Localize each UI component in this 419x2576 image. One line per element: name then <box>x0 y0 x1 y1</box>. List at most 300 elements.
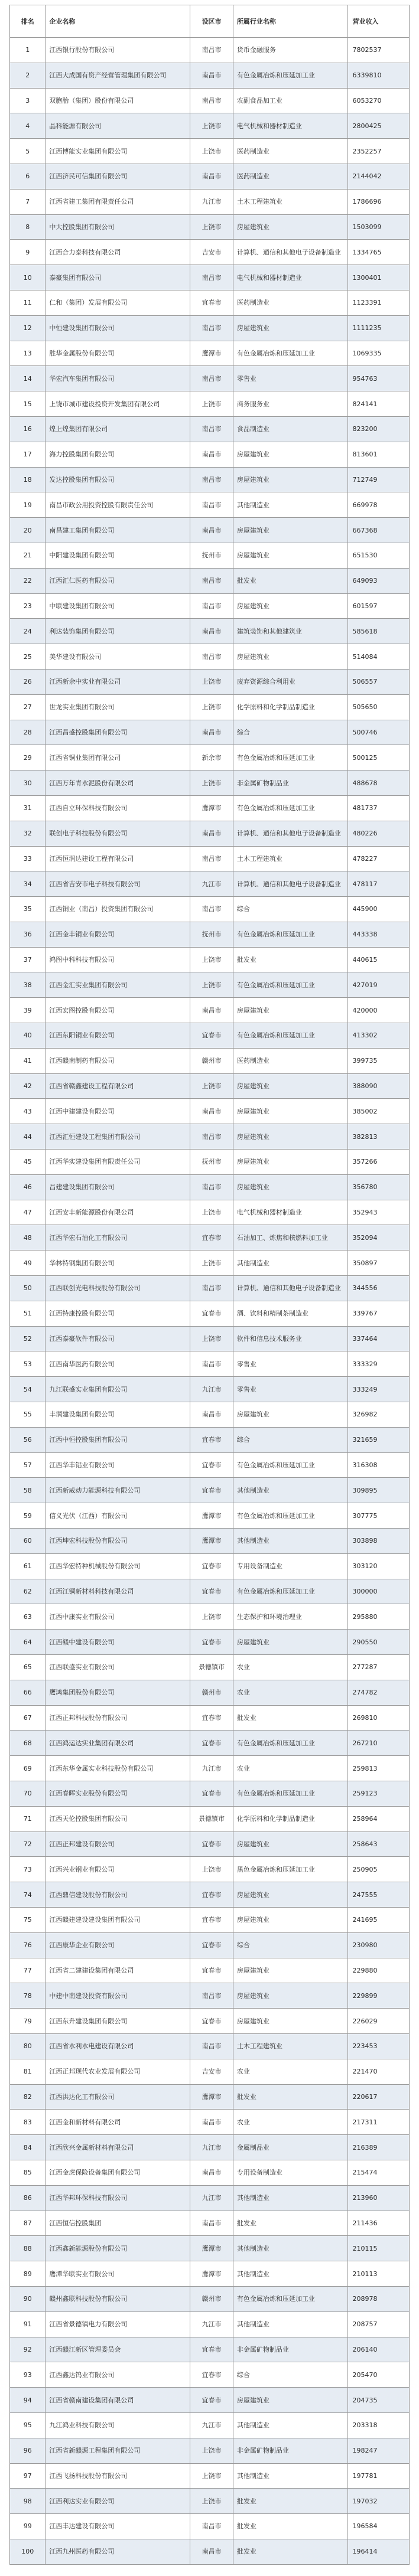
city-cell: 南昌市 <box>190 518 233 543</box>
city-cell: 宜春市 <box>190 1731 233 1756</box>
industry-cell: 房屋建筑业 <box>233 1073 347 1099</box>
industry-cell: 房屋建筑业 <box>233 315 347 341</box>
rank-cell: 84 <box>10 2135 46 2160</box>
rank-cell: 40 <box>10 1023 46 1049</box>
industry-cell: 其他制造业 <box>233 2236 347 2261</box>
revenue-cell: 385002 <box>347 1099 410 1124</box>
city-cell: 宜春市 <box>190 1932 233 1958</box>
city-cell: 南昌市 <box>190 568 233 593</box>
revenue-cell: 277287 <box>347 1655 410 1680</box>
revenue-cell: 321659 <box>347 1427 410 1452</box>
city-cell: 鹰潭市 <box>190 341 233 366</box>
city-cell: 九江市 <box>190 1756 233 1781</box>
rank-cell: 32 <box>10 821 46 846</box>
rank-cell: 23 <box>10 593 46 619</box>
industry-cell: 房屋建筑业 <box>233 1630 347 1655</box>
company-cell: 泰豪集团有限公司 <box>46 265 190 290</box>
company-cell: 江西省景德镇电力有限公司 <box>46 2311 190 2337</box>
table-row <box>10 2185 410 2211</box>
rank-cell: 63 <box>10 1604 46 1630</box>
company-cell: 江西万年青水泥股份有限公司 <box>46 770 190 796</box>
revenue-cell: 205470 <box>347 2362 410 2388</box>
revenue-cell: 382813 <box>347 1124 410 1150</box>
company-cell: 江西赣建建设建设集团有限公司 <box>46 1907 190 1932</box>
city-cell: 九江市 <box>190 871 233 897</box>
industry-cell: 有色金属冶炼和压延加工业 <box>233 1731 347 1756</box>
company-cell: 江西铜业（南昌）投资集团有限公司 <box>46 897 190 922</box>
city-cell: 鹰潭市 <box>190 2261 233 2287</box>
city-cell: 宜春市 <box>190 1301 233 1326</box>
city-cell: 南昌市 <box>190 2033 233 2059</box>
table-row <box>10 1553 410 1579</box>
table-row <box>10 922 410 947</box>
company-cell: 江西新余中实业有限公司 <box>46 669 190 694</box>
revenue-cell: 229880 <box>347 1958 410 1983</box>
table-row <box>10 164 410 189</box>
revenue-cell: 601597 <box>347 593 410 619</box>
industry-cell: 批发业 <box>233 947 347 972</box>
rank-cell: 61 <box>10 1553 46 1579</box>
revenue-cell: 226029 <box>347 2009 410 2034</box>
rank-cell: 83 <box>10 2110 46 2135</box>
table-row <box>10 442 410 467</box>
table-row <box>10 2438 410 2463</box>
company-cell: 江西南华医药有限公司 <box>46 1351 190 1377</box>
revenue-cell: 505650 <box>347 694 410 720</box>
rank-cell: 9 <box>10 240 46 265</box>
city-cell: 宜春市 <box>190 2009 233 2034</box>
revenue-cell: 478117 <box>347 871 410 897</box>
company-cell: 江西省新赣源工程集团有限公司 <box>46 2438 190 2463</box>
rank-cell: 95 <box>10 2412 46 2438</box>
city-cell: 上饶市 <box>190 947 233 972</box>
revenue-cell: 259813 <box>347 1756 410 1781</box>
revenue-cell: 221470 <box>347 2059 410 2084</box>
revenue-cell: 208757 <box>347 2311 410 2337</box>
company-cell: 江西新威动力能源科技有限公司 <box>46 1478 190 1503</box>
industry-cell: 有色金属冶炼和压延加工业 <box>233 2286 347 2311</box>
rank-cell: 34 <box>10 871 46 897</box>
table-row <box>10 113 410 139</box>
city-cell: 赣州市 <box>190 1048 233 1073</box>
revenue-cell: 440615 <box>347 947 410 972</box>
revenue-cell: 333249 <box>347 1377 410 1402</box>
revenue-cell: 217311 <box>347 2110 410 2135</box>
table-row <box>10 1756 410 1781</box>
industry-cell: 有色金属冶炼和压延加工业 <box>233 795 347 821</box>
company-cell: 江西鼎信建设股份有限公司 <box>46 1882 190 1908</box>
industry-cell: 农业 <box>233 1756 347 1781</box>
rank-cell: 1 <box>10 38 46 63</box>
table-row <box>10 1023 410 1049</box>
company-cell: 江西东升建设集团有限公司 <box>46 2009 190 2034</box>
city-cell: 南昌市 <box>190 2211 233 2236</box>
header-industry: 所属行业名称 <box>233 5 347 38</box>
company-cell: 中阳建设集团有限公司 <box>46 543 190 568</box>
revenue-cell: 303120 <box>347 1553 410 1579</box>
city-cell: 南昌市 <box>190 1276 233 1301</box>
company-cell: 江西汇仁医药有限公司 <box>46 568 190 593</box>
city-cell: 宜春市 <box>190 1907 233 1932</box>
revenue-cell: 1111235 <box>347 315 410 341</box>
table-row <box>10 1781 410 1806</box>
industry-cell: 批发业 <box>233 2514 347 2539</box>
industry-cell: 建筑装饰和其他建筑业 <box>233 619 347 644</box>
company-cell: 江西坤宏科技股份有限公司 <box>46 1529 190 1554</box>
industry-cell: 非金属矿物制品业 <box>233 2337 347 2362</box>
industry-cell: 房屋建筑业 <box>233 1124 347 1150</box>
rank-cell: 58 <box>10 1478 46 1503</box>
rank-cell: 49 <box>10 1251 46 1276</box>
revenue-cell: 585618 <box>347 619 410 644</box>
rank-cell: 46 <box>10 1174 46 1200</box>
company-cell: 华宏汽车集团有限公司 <box>46 366 190 391</box>
industry-cell: 房屋建筑业 <box>233 543 347 568</box>
city-cell: 上饶市 <box>190 1251 233 1276</box>
revenue-cell: 300000 <box>347 1579 410 1604</box>
company-cell: 煌上煌集团有限公司 <box>46 416 190 442</box>
revenue-cell: 413302 <box>347 1023 410 1049</box>
company-cell: 江西大成国有资产经营管理集团有限公司 <box>46 63 190 88</box>
company-cell: 江西省水利水电建设有限公司 <box>46 2033 190 2059</box>
company-cell: 中恒建设集团有限公司 <box>46 315 190 341</box>
rank-cell: 74 <box>10 1882 46 1908</box>
company-cell: 江西利达实业有限公司 <box>46 2489 190 2514</box>
rank-cell: 64 <box>10 1630 46 1655</box>
industry-cell: 房屋建筑业 <box>233 1174 347 1200</box>
company-cell: 利达装饰集团有限公司 <box>46 619 190 644</box>
city-cell: 南昌市 <box>190 1124 233 1150</box>
city-cell: 宜春市 <box>190 2388 233 2413</box>
company-cell: 江西金虎保险设备集团有限公司 <box>46 2160 190 2185</box>
industry-cell: 有色金属冶炼和压延加工业 <box>233 972 347 998</box>
industry-cell: 其他制造业 <box>233 2261 347 2287</box>
industry-cell: 计算机、通信和其他电子设备制造业 <box>233 871 347 897</box>
city-cell: 上饶市 <box>190 694 233 720</box>
industry-cell: 批发业 <box>233 568 347 593</box>
industry-cell: 房屋建筑业 <box>233 644 347 670</box>
industry-cell: 房屋建筑业 <box>233 2388 347 2413</box>
revenue-cell: 339767 <box>347 1301 410 1326</box>
company-cell: 江西省赣鑫建设工程有限公司 <box>46 1073 190 1099</box>
revenue-cell: 196584 <box>347 2514 410 2539</box>
revenue-cell: 241695 <box>347 1907 410 1932</box>
table-row <box>10 366 410 391</box>
company-cell: 中大控股集团有限公司 <box>46 214 190 240</box>
company-cell: 江西春晖实业股份有限公司 <box>46 1781 190 1806</box>
revenue-cell: 274782 <box>347 1680 410 1705</box>
revenue-cell: 427019 <box>347 972 410 998</box>
table-row <box>10 669 410 694</box>
industry-cell: 软件和信息技术服务业 <box>233 1326 347 1351</box>
table-row <box>10 1251 410 1276</box>
table-row <box>10 2539 410 2564</box>
revenue-cell: 215474 <box>347 2160 410 2185</box>
rank-cell: 78 <box>10 1983 46 2009</box>
city-cell: 新余市 <box>190 745 233 770</box>
revenue-cell: 208978 <box>347 2286 410 2311</box>
table-row <box>10 770 410 796</box>
revenue-cell: 269810 <box>347 1705 410 1731</box>
rank-cell: 80 <box>10 2033 46 2059</box>
rank-cell: 21 <box>10 543 46 568</box>
city-cell: 上饶市 <box>190 669 233 694</box>
revenue-cell: 669978 <box>347 492 410 518</box>
rank-cell: 68 <box>10 1731 46 1756</box>
revenue-cell: 2800425 <box>347 113 410 139</box>
table-row <box>10 1377 410 1402</box>
revenue-cell: 7802537 <box>347 38 410 63</box>
rank-cell: 22 <box>10 568 46 593</box>
table-row <box>10 644 410 670</box>
revenue-cell: 220617 <box>347 2084 410 2110</box>
industry-cell: 房屋建筑业 <box>233 998 347 1023</box>
industry-cell: 农副食品加工业 <box>233 88 347 113</box>
table-row <box>10 1529 410 1554</box>
company-cell: 江西合力泰科技有限公司 <box>46 240 190 265</box>
company-cell: 江西安丰新能源股份有限公司 <box>46 1200 190 1225</box>
rank-cell: 52 <box>10 1326 46 1351</box>
industry-cell: 废弃资源综合利用业 <box>233 669 347 694</box>
industry-cell: 专用设备制造业 <box>233 2160 347 2185</box>
industry-cell: 其他制造业 <box>233 2463 347 2489</box>
revenue-cell: 290550 <box>347 1630 410 1655</box>
table-row <box>10 1225 410 1251</box>
revenue-cell: 210115 <box>347 2236 410 2261</box>
company-cell: 江西欣兴金属新材料有限公司 <box>46 2135 190 2160</box>
city-cell: 九江市 <box>190 1377 233 1402</box>
revenue-cell: 445900 <box>347 897 410 922</box>
table-row <box>10 1351 410 1377</box>
revenue-cell: 651530 <box>347 543 410 568</box>
rank-cell: 99 <box>10 2514 46 2539</box>
industry-cell: 批发业 <box>233 2489 347 2514</box>
table-row <box>10 467 410 492</box>
industry-cell: 酒、饮料和精制茶制造业 <box>233 1301 347 1326</box>
table-row <box>10 290 410 315</box>
industry-cell: 其他制造业 <box>233 1529 347 1554</box>
table-row <box>10 846 410 871</box>
revenue-cell: 824141 <box>347 391 410 417</box>
rank-cell: 90 <box>10 2286 46 2311</box>
table-row <box>10 1099 410 1124</box>
industry-cell: 有色金属冶炼和压延加工业 <box>233 922 347 947</box>
rank-cell: 60 <box>10 1529 46 1554</box>
table-row <box>10 1503 410 1529</box>
city-cell: 九江市 <box>190 2412 233 2438</box>
industry-cell: 有色金属冶炼和压延加工业 <box>233 1579 347 1604</box>
revenue-cell: 350897 <box>347 1251 410 1276</box>
company-cell: 信义光伏（江西）有限公司 <box>46 1503 190 1529</box>
table-row <box>10 1124 410 1150</box>
revenue-cell: 229899 <box>347 1983 410 2009</box>
city-cell: 宜春市 <box>190 1553 233 1579</box>
table-row <box>10 1326 410 1351</box>
company-cell: 江西省建工集团有限责任公司 <box>46 189 190 214</box>
company-cell: 江西飞扬科技股份有限公司 <box>46 2463 190 2489</box>
rank-cell: 4 <box>10 113 46 139</box>
company-cell: 江西中康实业有限公司 <box>46 1604 190 1630</box>
city-cell: 上饶市 <box>190 2438 233 2463</box>
company-cell: 江西东阳铜业有限公司 <box>46 1023 190 1049</box>
city-cell: 宜春市 <box>190 1781 233 1806</box>
city-cell: 吉安市 <box>190 2059 233 2084</box>
city-cell: 上饶市 <box>190 1200 233 1225</box>
table-row <box>10 341 410 366</box>
revenue-cell: 399735 <box>347 1048 410 1073</box>
rank-cell: 48 <box>10 1225 46 1251</box>
rank-cell: 53 <box>10 1351 46 1377</box>
rank-cell: 97 <box>10 2463 46 2489</box>
company-cell: 赣州鑫联科技股份有限公司 <box>46 2286 190 2311</box>
table-row <box>10 593 410 619</box>
table-row <box>10 2084 410 2110</box>
city-cell: 宜春市 <box>190 1579 233 1604</box>
revenue-cell: 333329 <box>347 1351 410 1377</box>
table-row <box>10 720 410 745</box>
city-cell: 南昌市 <box>190 467 233 492</box>
city-cell: 南昌市 <box>190 492 233 518</box>
ranking-table <box>9 5 410 2565</box>
rank-cell: 3 <box>10 88 46 113</box>
table-row <box>10 1452 410 1478</box>
industry-cell: 电气机械和器材制造业 <box>233 1200 347 1225</box>
industry-cell: 商务服务业 <box>233 391 347 417</box>
table-row <box>10 1907 410 1932</box>
company-cell: 江西华实建设集团有限责任公司 <box>46 1150 190 1175</box>
industry-cell: 房屋建筑业 <box>233 214 347 240</box>
company-cell: 江西赣江新区管理委员会 <box>46 2337 190 2362</box>
rank-cell: 54 <box>10 1377 46 1402</box>
rank-cell: 28 <box>10 720 46 745</box>
revenue-cell: 2144042 <box>347 164 410 189</box>
rank-cell: 29 <box>10 745 46 770</box>
table-row <box>10 1604 410 1630</box>
revenue-cell: 478227 <box>347 846 410 871</box>
industry-cell: 黑色金属冶炼和压延加工业 <box>233 1857 347 1882</box>
industry-cell: 农业 <box>233 1680 347 1705</box>
rank-cell: 13 <box>10 341 46 366</box>
industry-cell: 医药制造业 <box>233 164 347 189</box>
city-cell: 南昌市 <box>190 164 233 189</box>
city-cell: 南昌市 <box>190 846 233 871</box>
city-cell: 宜春市 <box>190 1882 233 1908</box>
city-cell: 鹰潭市 <box>190 1529 233 1554</box>
rank-cell: 39 <box>10 998 46 1023</box>
city-cell: 南昌市 <box>190 1099 233 1124</box>
table-row <box>10 2160 410 2185</box>
table-row <box>10 1958 410 1983</box>
rank-cell: 77 <box>10 1958 46 1983</box>
company-cell: 南昌建工集团有限公司 <box>46 518 190 543</box>
rank-cell: 44 <box>10 1124 46 1150</box>
industry-cell: 房屋建筑业 <box>233 2009 347 2034</box>
industry-cell: 其他制造业 <box>233 2311 347 2337</box>
city-cell: 宜春市 <box>190 1478 233 1503</box>
industry-cell: 有色金属冶炼和压延加工业 <box>233 1023 347 1049</box>
city-cell: 上饶市 <box>190 139 233 164</box>
rank-cell: 20 <box>10 518 46 543</box>
rank-cell: 93 <box>10 2362 46 2388</box>
table-row <box>10 1478 410 1503</box>
company-cell: 美华建设有限公司 <box>46 644 190 670</box>
industry-cell: 综合 <box>233 1427 347 1452</box>
industry-cell: 化学原料和化学制品制造业 <box>233 1806 347 1831</box>
rank-cell: 35 <box>10 897 46 922</box>
industry-cell: 综合 <box>233 2362 347 2388</box>
rank-cell: 30 <box>10 770 46 796</box>
revenue-cell: 813601 <box>347 442 410 467</box>
revenue-cell: 210113 <box>347 2261 410 2287</box>
industry-cell: 房屋建筑业 <box>233 1402 347 1428</box>
city-cell: 宜春市 <box>190 1831 233 1857</box>
city-cell: 景德镇市 <box>190 1655 233 1680</box>
company-cell: 江西丰达建设有限公司 <box>46 2514 190 2539</box>
revenue-cell: 303898 <box>347 1529 410 1554</box>
table-row <box>10 315 410 341</box>
table-row <box>10 1174 410 1200</box>
company-cell: 江西恒信控股集团 <box>46 2211 190 2236</box>
industry-cell: 医药制造业 <box>233 1048 347 1073</box>
revenue-cell: 203318 <box>347 2412 410 2438</box>
company-cell: 江西泰豪软件有限公司 <box>46 1326 190 1351</box>
city-cell: 南昌市 <box>190 366 233 391</box>
revenue-cell: 250905 <box>347 1857 410 1882</box>
company-cell: 发达控股集团有限公司 <box>46 467 190 492</box>
revenue-cell: 230980 <box>347 1932 410 1958</box>
revenue-cell: 823200 <box>347 416 410 442</box>
rank-cell: 19 <box>10 492 46 518</box>
company-cell: 江西江铜新材料科技有限公司 <box>46 1579 190 1604</box>
city-cell: 宜春市 <box>190 1225 233 1251</box>
revenue-cell: 352943 <box>347 1200 410 1225</box>
revenue-cell: 481737 <box>347 795 410 821</box>
header-city: 设区市 <box>190 5 233 38</box>
company-cell: 南昌市政公用投资控股有限责任公司 <box>46 492 190 518</box>
revenue-cell: 420000 <box>347 998 410 1023</box>
table-row <box>10 745 410 770</box>
company-cell: 江西宏图控股有限公司 <box>46 998 190 1023</box>
city-cell: 上饶市 <box>190 2489 233 2514</box>
revenue-cell: 1786696 <box>347 189 410 214</box>
company-cell: 江西华邦环保科技有限公司 <box>46 2185 190 2211</box>
table-row <box>10 1301 410 1326</box>
table-row <box>10 38 410 63</box>
table-row <box>10 1150 410 1175</box>
industry-cell: 有色金属冶炼和压延加工业 <box>233 341 347 366</box>
rank-cell: 25 <box>10 644 46 670</box>
city-cell: 赣州市 <box>190 1680 233 1705</box>
rank-cell: 17 <box>10 442 46 467</box>
city-cell: 九江市 <box>190 2135 233 2160</box>
city-cell: 上饶市 <box>190 1857 233 1882</box>
table-row <box>10 2489 410 2514</box>
company-cell: 联创电子科技股份有限公司 <box>46 821 190 846</box>
city-cell: 上饶市 <box>190 972 233 998</box>
rank-cell: 75 <box>10 1907 46 1932</box>
table-row <box>10 492 410 518</box>
rank-cell: 87 <box>10 2211 46 2236</box>
company-cell: 世龙实业集团有限公司 <box>46 694 190 720</box>
table-row <box>10 1705 410 1731</box>
industry-cell: 批发业 <box>233 2084 347 2110</box>
city-cell: 南昌市 <box>190 63 233 88</box>
table-row <box>10 88 410 113</box>
revenue-cell: 258964 <box>347 1806 410 1831</box>
rank-cell: 98 <box>10 2489 46 2514</box>
revenue-cell: 6053270 <box>347 88 410 113</box>
revenue-cell: 197781 <box>347 2463 410 2489</box>
